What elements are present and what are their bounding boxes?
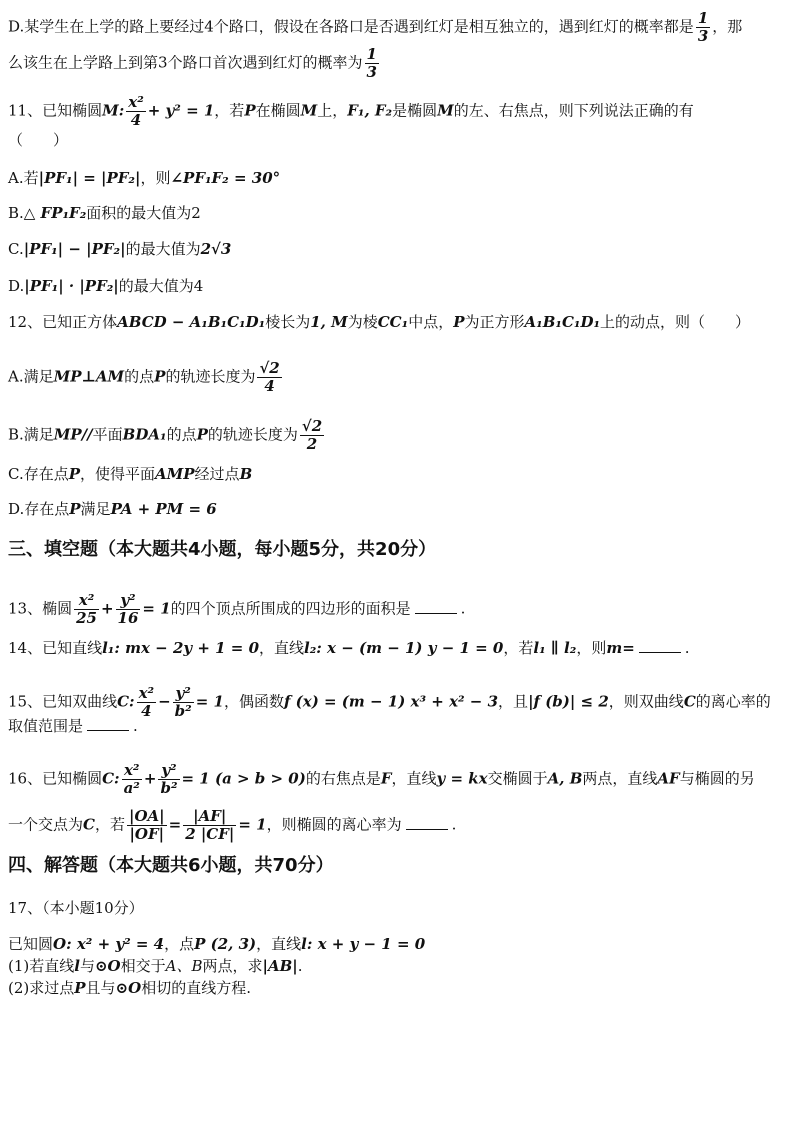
q17-part1: (1)若直线l与⊙O相交于A、B两点，求|AB|.	[8, 957, 303, 975]
q15-line2: 取值范围是 .	[8, 717, 138, 735]
q10-option-d-line2: 么该生在上学路上到第3个路口首次遇到红灯的概率为 $\frac{1}{3}$	[8, 45, 377, 81]
q16-answer-blank[interactable]	[406, 815, 448, 830]
q10d-text: D.某学生在上学的路上要经过4个路口，假设在各路口是否遇到红灯是相互独立的，遇到红灯的概率都是	[8, 17, 694, 36]
q11-paren: （ ）	[8, 131, 69, 149]
q10d-fraction1: $\frac{1}{3}$	[697, 9, 709, 45]
q13-answer-blank[interactable]	[415, 599, 457, 614]
q11-ellipse-fraction: $\frac{\text{x²}}{4}$	[128, 93, 144, 129]
q17-part2: (2)求过点P且与⊙O相切的直线方程.	[8, 979, 251, 997]
q12a-fraction: $\frac{√2}{4}$	[259, 359, 280, 395]
q11-stem: 11、已知椭圆M: $\frac{\text{x²}}{4}$ + y² = 1，若P在椭圆M上，F₁, F₂是椭圆M的左、右焦点，则下列说法正确的有	[8, 93, 694, 129]
section3-heading: 三、填空题（本大题共4小题，每小题5分，共20分）	[8, 539, 437, 560]
q14-answer-blank[interactable]	[639, 638, 681, 653]
section4-heading: 四、解答题（本大题共6小题，共70分）	[8, 855, 334, 876]
q11-option-c: C.|PF₁| − |PF₂|的最大值为2√3	[8, 240, 232, 258]
q12-option-b: B.满足MP//平面BDA₁的点P的轨迹长度为 $\frac{√2}{2}$	[8, 417, 323, 453]
q12-option-a: A.满足MP⊥AM的点P的轨迹长度为 $\frac{√2}{4}$	[8, 359, 280, 395]
q11-option-b: B.△ FP₁F₂面积的最大值为2	[8, 204, 201, 222]
q12-option-c: C.存在点P，使得平面AMP经过点B	[8, 465, 253, 483]
q16-line1: 16、已知椭圆C: $\frac{\text{x²}}{\text{a²}}$ + $\frac{\text{y²}}{\text{b²}}$ = 1 (a > b > 0)的右焦点是F，直线y = kx交椭圆于A, B两点，直线AF与椭圆的另	[8, 761, 755, 797]
q17-heading: 17、（本小题10分）	[8, 899, 144, 917]
q15-answer-blank[interactable]	[87, 716, 129, 731]
q16-line2: 一个交点为C，若 $\frac{|OA|}{|OF|}$ = $\frac{|AF|}{2 |CF|}$ = 1，则椭圆的离心率为 .	[8, 807, 457, 843]
q10d-fraction2: $\frac{1}{3}$	[366, 45, 377, 81]
q12-stem: 12、已知正方体ABCD − A₁B₁C₁D₁棱长为1, M为棱CC₁中点，P为正方形A₁B₁C₁D₁上的动点，则（ ）	[8, 313, 751, 331]
q14: 14、已知直线l₁: mx − 2y + 1 = 0，直线l₂: x − (m − 1) y − 1 = 0，若l₁ ∥ l₂，则m= .	[8, 639, 690, 657]
q10-option-d-line1: D.某学生在上学的路上要经过4个路口，假设在各路口是否遇到红灯是相互独立的，遇到红灯的概率都是 $\frac{1}{3}$ ，那	[8, 9, 743, 45]
q11-option-d: D.|PF₁| · |PF₂|的最大值为4	[8, 277, 204, 295]
q12-option-d: D.存在点P满足PA + PM = 6	[8, 500, 217, 518]
q15-line1: 15、已知双曲线C: $\frac{\text{x²}}{4}$ − $\frac{\text{y²}}{\text{b²}}$ = 1，偶函数f (x) = (m − 1) x³ + x² − 3，且|f (b)| ≤ 2，则双曲线C的离心率的	[8, 684, 771, 720]
q12b-fraction: $\frac{√2}{2}$	[301, 417, 323, 453]
q17-given: 已知圆O: x² + y² = 4，点P (2, 3)，直线l: x + y − 1 = 0	[8, 935, 426, 953]
q13: 13、椭圆 $\frac{\text{x²}}{25}$ + $\frac{\text{y²}}{16}$ = 1的四个顶点所围成的四边形的面积是 .	[8, 591, 466, 627]
q11-option-a: A.若|PF₁| = |PF₂|，则∠PF₁F₂ = 30°	[8, 169, 281, 187]
